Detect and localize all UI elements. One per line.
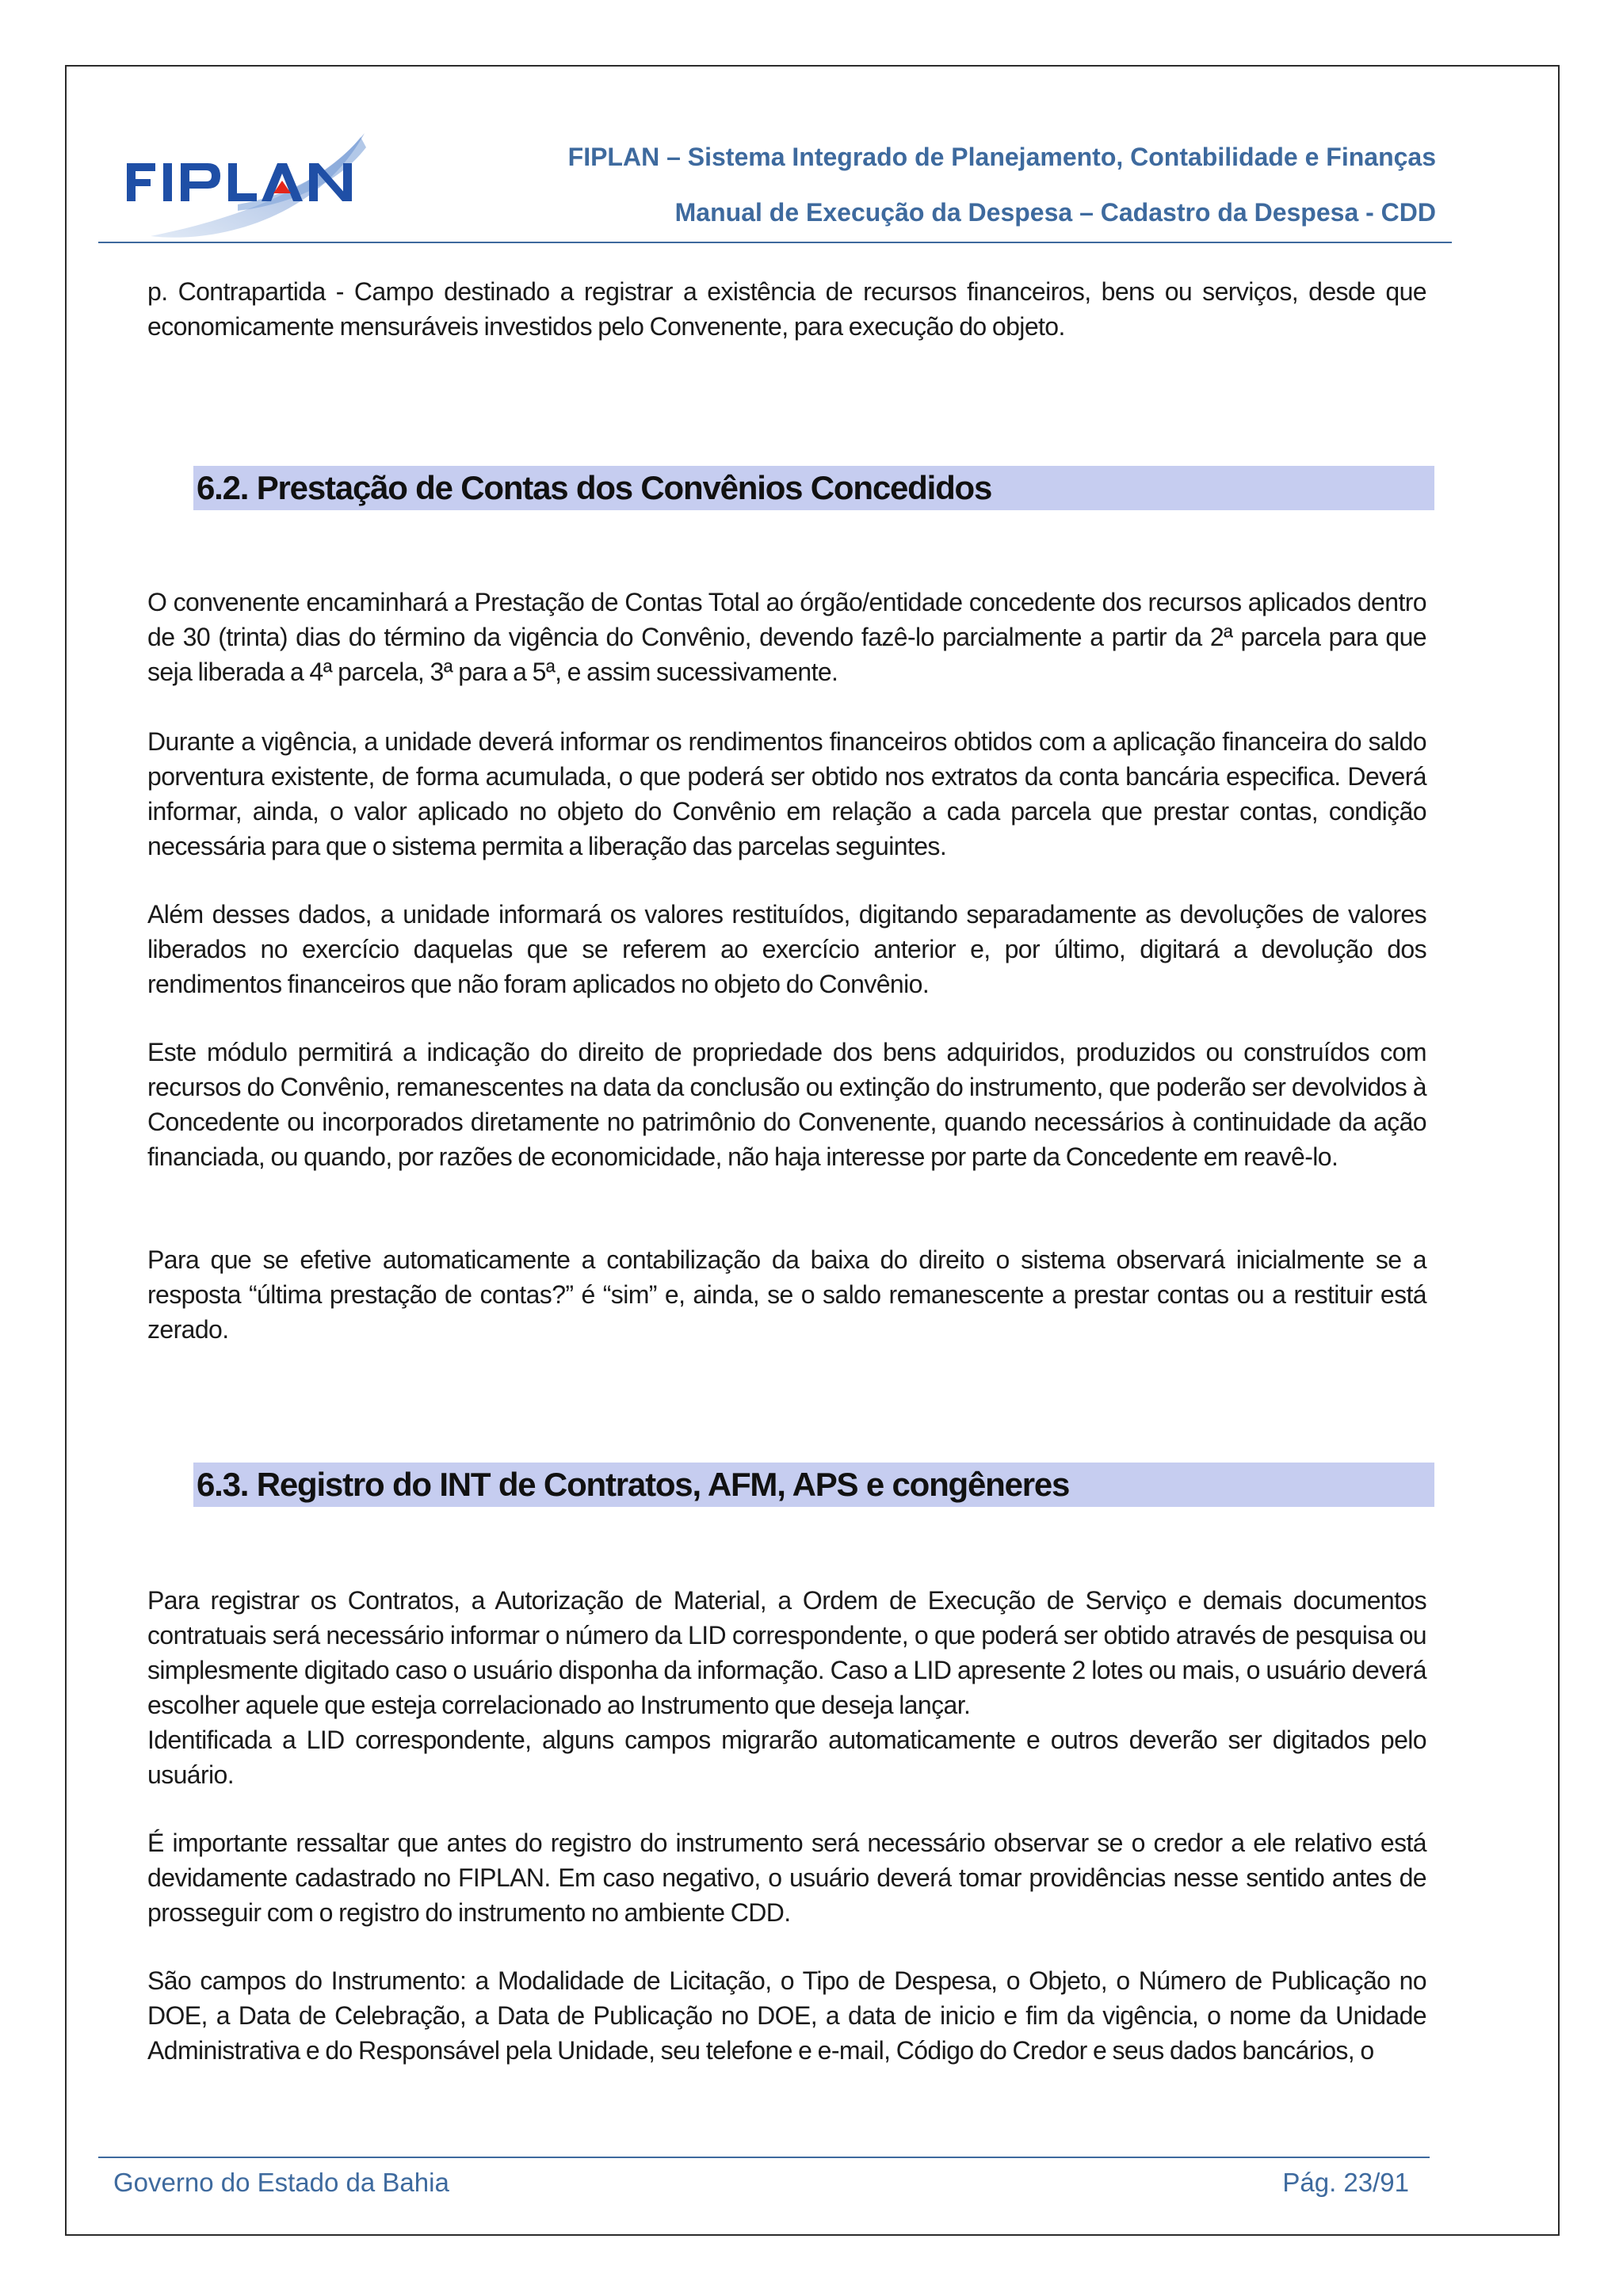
footer-divider xyxy=(98,2157,1430,2158)
section-6-2-p3 xyxy=(147,897,1426,1001)
header-title: FIPLAN – Sistema Integrado de Planejamento, Contabilidade e Finanças xyxy=(567,143,1436,171)
paragraph: Durante a vigência, a unidade deverá informar os rendimentos financeiros obtidos com a aplicação financeira do saldo porventura existente, de forma acumulada, o que poderá ser obtido nos extratos da conta bancária especifica. Deverá informar, ainda, o valor aplicado no objeto do Convênio em relação a cada parcela que prestar contas, condição necessária para que o sistema permita a liberação das parcelas seguintes. xyxy=(147,727,1426,860)
section-6-2-p2 xyxy=(147,724,1426,864)
section-6-3-p3 xyxy=(147,1963,1426,2068)
paragraph: Para registrar os Contratos, a Autorização de Material, a Ordem de Execução de Serviço e demais documentos contratuais será necessário informar o número da LID correspondente, o que poderá ser obtido através de pesquisa ou simplesmente digitado caso o usuário disponha da informação. Caso a LID apresente 2 lotes ou mais, o usuário deverá escolher aquele que esteja correlacionado ao Instrumento que deseja lançar. xyxy=(147,1586,1426,1719)
footer-organization: Governo do Estado da Bahia xyxy=(113,2168,449,2197)
section-6-2-p1 xyxy=(147,585,1426,689)
paragraph: Além desses dados, a unidade informará os valores restituídos, digitando separadamente as devoluções de valores liberados no exercício daquelas que se referem ao exercício anterior e, por último, digitará a devolução dos rendimentos financeiros que não foram aplicados no objeto do Convênio. xyxy=(147,900,1426,998)
section-6-2-p5 xyxy=(147,1242,1426,1347)
header-subtitle: Manual de Execução da Despesa – Cadastro da Despesa - CDD xyxy=(674,198,1436,227)
paragraph: Identificada a LID correspondente, alguns campos migrarão automaticamente e outros deverão ser digitados pelo usuário. xyxy=(147,1726,1426,1789)
section-6-3-p1 xyxy=(147,1583,1426,1792)
paragraph: É importante ressaltar que antes do registro do instrumento será necessário observar se o credor a ele relativo está devidamente cadastrado no FIPLAN. Em caso negativo, o usuário deverá tomar providências nesse sentido antes de prosseguir com o registro do instrumento no ambiente CDD. xyxy=(147,1829,1426,1927)
section-heading-6-3: 6.3. Registro do INT de Contratos, AFM, APS e congêneres xyxy=(193,1463,1434,1507)
page-number: Pág. 23/91 xyxy=(1282,2168,1409,2197)
section-6-3-p2 xyxy=(147,1825,1426,1930)
paragraph: São campos do Instrumento: a Modalidade de Licitação, o Tipo de Despesa, o Objeto, o Número de Publicação no DOE, a Data de Celebração, a Data de Publicação no DOE, a data de inicio e fim da vigência, o nome da Unidade Administrativa e do Responsável pela Unidade, seu telefone e e-mail, Código do Credor e seus dados bancários, o xyxy=(147,1966,1426,2065)
paragraph: Este módulo permitirá a indicação do direito de propriedade dos bens adquiridos, produzidos ou construídos com recursos do Convênio, remanescentes na data da conclusão ou extinção do instrumento, que poderão ser devolvidos à Concedente ou incorporados diretamente no patrimônio do Convenente, quando necessários à continuidade da ação financiada, ou quando, por razões de economicidade, não haja interesse por parte da Concedente em reavê-lo. xyxy=(147,1038,1426,1171)
paragraph: Para que se efetive automaticamente a contabilização da baixa do direito o sistema observará inicialmente se a resposta “última prestação de contas?” é “sim” e, ainda, se o saldo remanescente a prestar contas ou a restituir está zerado. xyxy=(147,1245,1426,1344)
paragraph-contrapartida: p. Contrapartida - Campo destinado a registrar a existência de recursos financeiros, bens ou serviços, desde que economicamente mensuráveis investidos pelo Convenente, para execução do objeto. xyxy=(147,277,1426,341)
fiplan-logo xyxy=(119,125,380,244)
paragraph: O convenente encaminhará a Prestação de Contas Total ao órgão/entidade concedente dos recursos aplicados dentro de 30 (trinta) dias do término da vigência do Convênio, devendo fazê-lo parcialmente a partir da 2ª parcela para que seja liberada a 4ª parcela, 3ª para a 5ª, e assim sucessivamente. xyxy=(147,588,1426,686)
intro-block xyxy=(147,274,1426,344)
section-heading-6-2: 6.2. Prestação de Contas dos Convênios Concedidos xyxy=(193,466,1434,510)
header-divider xyxy=(98,242,1452,243)
section-6-2-p4 xyxy=(147,1035,1426,1174)
